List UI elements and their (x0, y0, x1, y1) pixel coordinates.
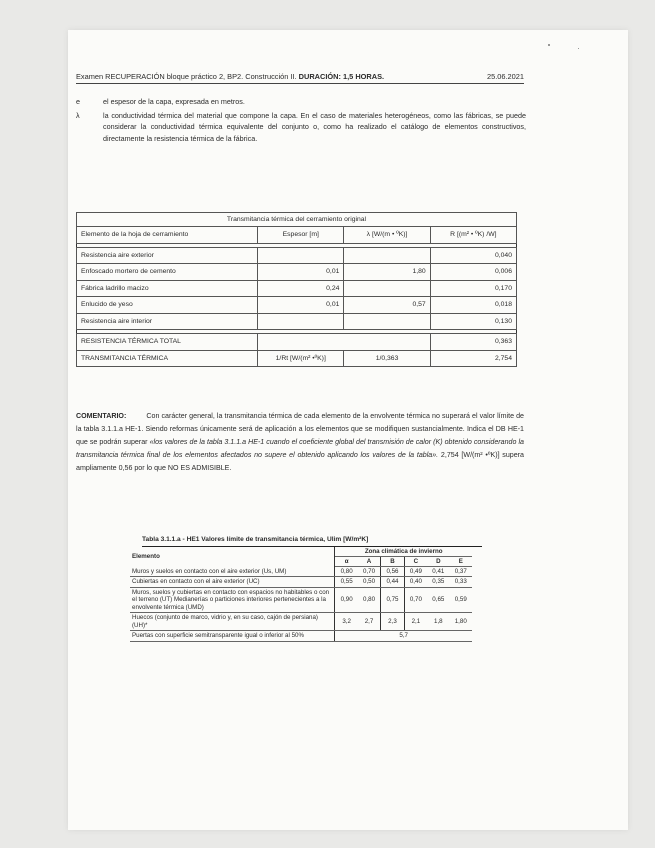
limit-element: Puertas con superficie semitransparente igual o inferior al 50% (130, 631, 335, 642)
row-thickness (258, 247, 344, 264)
comment-conclusion: 2,754 [W/(m² •ºK)] supera ampliamente 0,56 por lo que NO ES ADMISIBLE. (76, 451, 524, 472)
trans-calc: 1/0,363 (344, 350, 430, 367)
header-text: Examen RECUPERACIÓN bloque práctico 2, BP2. Construcción II. (76, 72, 297, 81)
limit-value: 0,49 (404, 567, 427, 577)
header-duration: DURACIÓN: 1,5 HORAS. (298, 72, 385, 81)
limit-value: 0,37 (450, 567, 472, 577)
definitions (76, 96, 526, 146)
table1-header: λ [W/(m • ºK)] (344, 227, 430, 244)
comment-quote: «los valores de la tabla 3.1.1.a HE-1 cuando el coeficiente global del transmisión de calor (K) obtenido considerando la transmitancia térmica final de los elementos afectados no supere el obtenido aplicando los valores de la tabla». (76, 438, 524, 459)
limit-value: 2,1 (404, 613, 427, 631)
limit-value: 1,8 (427, 613, 449, 631)
row-thickness: 0,24 (258, 280, 344, 297)
limit-value: 2,3 (381, 613, 404, 631)
table-row (130, 567, 472, 577)
table-row (77, 313, 517, 330)
table1-header: R [(m² • ºK) /W] (430, 227, 516, 244)
limit-value: 0,65 (427, 587, 449, 613)
zone-label: α (335, 557, 358, 567)
limit-value: 2,7 (358, 613, 381, 631)
definition-symbol: λ (76, 110, 80, 120)
limit-value: 0,80 (358, 587, 381, 613)
limit-element: Muros y suelos en contacto con el aire exterior (Us, UM) (130, 567, 335, 577)
limit-value: 0,59 (450, 587, 472, 613)
zone-label: E (450, 557, 472, 567)
definition-text: el espesor de la capa, expresada en metros. (103, 97, 245, 106)
trans-label: TRANSMITANCIA TÉRMICA (77, 350, 258, 367)
exam-header (76, 72, 524, 84)
limit-value: 0,33 (450, 577, 472, 588)
zone-label: A (358, 557, 381, 567)
table-row (77, 264, 517, 281)
zone-label: B (381, 557, 404, 567)
total-row (77, 334, 517, 351)
definition-symbol: e (76, 97, 80, 106)
limit-element: Muros, suelos y cubiertas en contacto con espacios no habitables o con el terreno (UT) Medianerías o particiones interiores pertenecientes a la envolvente térmica (UMD) (130, 587, 335, 613)
limit-value: 0,70 (358, 567, 381, 577)
zone-label: C (404, 557, 427, 567)
row-name: Resistencia aire exterior (77, 247, 258, 264)
definition-text: la conductividad térmica del material que compone la capa. En el caso de materiales heterogéneos, como las fábricas, se puede considerar la conductividad térmica equivalente del conjunto o, como ha realizado el catálogo de elementos constructivos, directamente la resistencia térmica de la fábrica. (103, 110, 526, 143)
row-name: Resistencia aire interior (77, 313, 258, 330)
limit-value: 0,40 (404, 577, 427, 588)
table-row (130, 613, 472, 631)
row-lambda: 1,80 (344, 264, 430, 281)
row-name: Enlucido de yeso (77, 297, 258, 314)
limits-table (130, 547, 472, 642)
header-date: 25.06.2021 (487, 72, 524, 81)
table-row (130, 631, 472, 642)
paper-speck (578, 48, 579, 49)
limit-value: 0,55 (335, 577, 358, 588)
row-name: Enfoscado mortero de cemento (77, 264, 258, 281)
limit-value: 0,41 (427, 567, 449, 577)
row-lambda: 0,57 (344, 297, 430, 314)
zona-header: Zona climática de invierno (335, 547, 472, 557)
limit-value: 0,75 (381, 587, 404, 613)
limit-value: 1,80 (450, 613, 472, 631)
comment-block (76, 410, 524, 475)
row-resistance: 0,130 (430, 313, 516, 330)
total-value: 0,363 (430, 334, 516, 351)
definition-item (76, 96, 526, 108)
total-empty (258, 334, 431, 351)
limit-value: 0,56 (381, 567, 404, 577)
trans-value: 2,754 (430, 350, 516, 367)
limit-element: Huecos (conjunto de marco, vidrio y, en su caso, cajón de persiana) (UH)* (130, 613, 335, 631)
table-row (130, 587, 472, 613)
row-thickness: 0,01 (258, 297, 344, 314)
trans-formula: 1/Rt [W/(m² •ºK)] (258, 350, 344, 367)
limit-value: 0,80 (335, 567, 358, 577)
limit-value: 3,2 (335, 613, 358, 631)
row-name: Fábrica ladrillo macizo (77, 280, 258, 297)
limit-value: 0,90 (335, 587, 358, 613)
table-row (77, 297, 517, 314)
row-lambda (344, 247, 430, 264)
table-row (77, 247, 517, 264)
zone-label: D (427, 557, 449, 567)
row-resistance: 0,040 (430, 247, 516, 264)
element-header: Elemento (130, 547, 335, 567)
row-thickness: 0,01 (258, 264, 344, 281)
row-lambda (344, 280, 430, 297)
limits-table-title: Tabla 3.1.1.a - HE1 Valores límite de transmitancia térmica, Ulim [W/m²K] (142, 536, 482, 547)
limit-value: 0,50 (358, 577, 381, 588)
row-resistance: 0,006 (430, 264, 516, 281)
limit-element: Cubiertas en contacto con el aire exterior (UC) (130, 577, 335, 588)
limit-value: 5,7 (335, 631, 472, 642)
definition-item (76, 110, 526, 145)
paper-speck (548, 44, 550, 46)
row-resistance: 0,170 (430, 280, 516, 297)
limits-table-block (130, 536, 502, 642)
limit-value: 0,35 (427, 577, 449, 588)
transmittance-table (76, 212, 517, 367)
row-thickness (258, 313, 344, 330)
row-resistance: 0,018 (430, 297, 516, 314)
row-lambda (344, 313, 430, 330)
table-row (77, 280, 517, 297)
table-row (130, 577, 472, 588)
transmittance-row (77, 350, 517, 367)
table1-title: Transmitancia térmica del cerramiento original (77, 213, 517, 227)
table1-header: Elemento de la hoja de cerramiento (77, 227, 258, 244)
comment-label: COMENTARIO: (76, 412, 127, 420)
table1-header: Espesor [m] (258, 227, 344, 244)
total-label: RESISTENCIA TÉRMICA TOTAL (77, 334, 258, 351)
limit-value: 0,70 (404, 587, 427, 613)
limit-value: 0,44 (381, 577, 404, 588)
comment-text: Con carácter general, la transmitancia térmica de cada elemento de la envolvente térmica no superará el valor límite de la tabla 3.1.1.a HE-1. Siendo reformas únicamente será de aplicación a los elementos que se modifiquen sustancialmente. Indica el DB HE-1 que se podrán superar (76, 412, 524, 446)
